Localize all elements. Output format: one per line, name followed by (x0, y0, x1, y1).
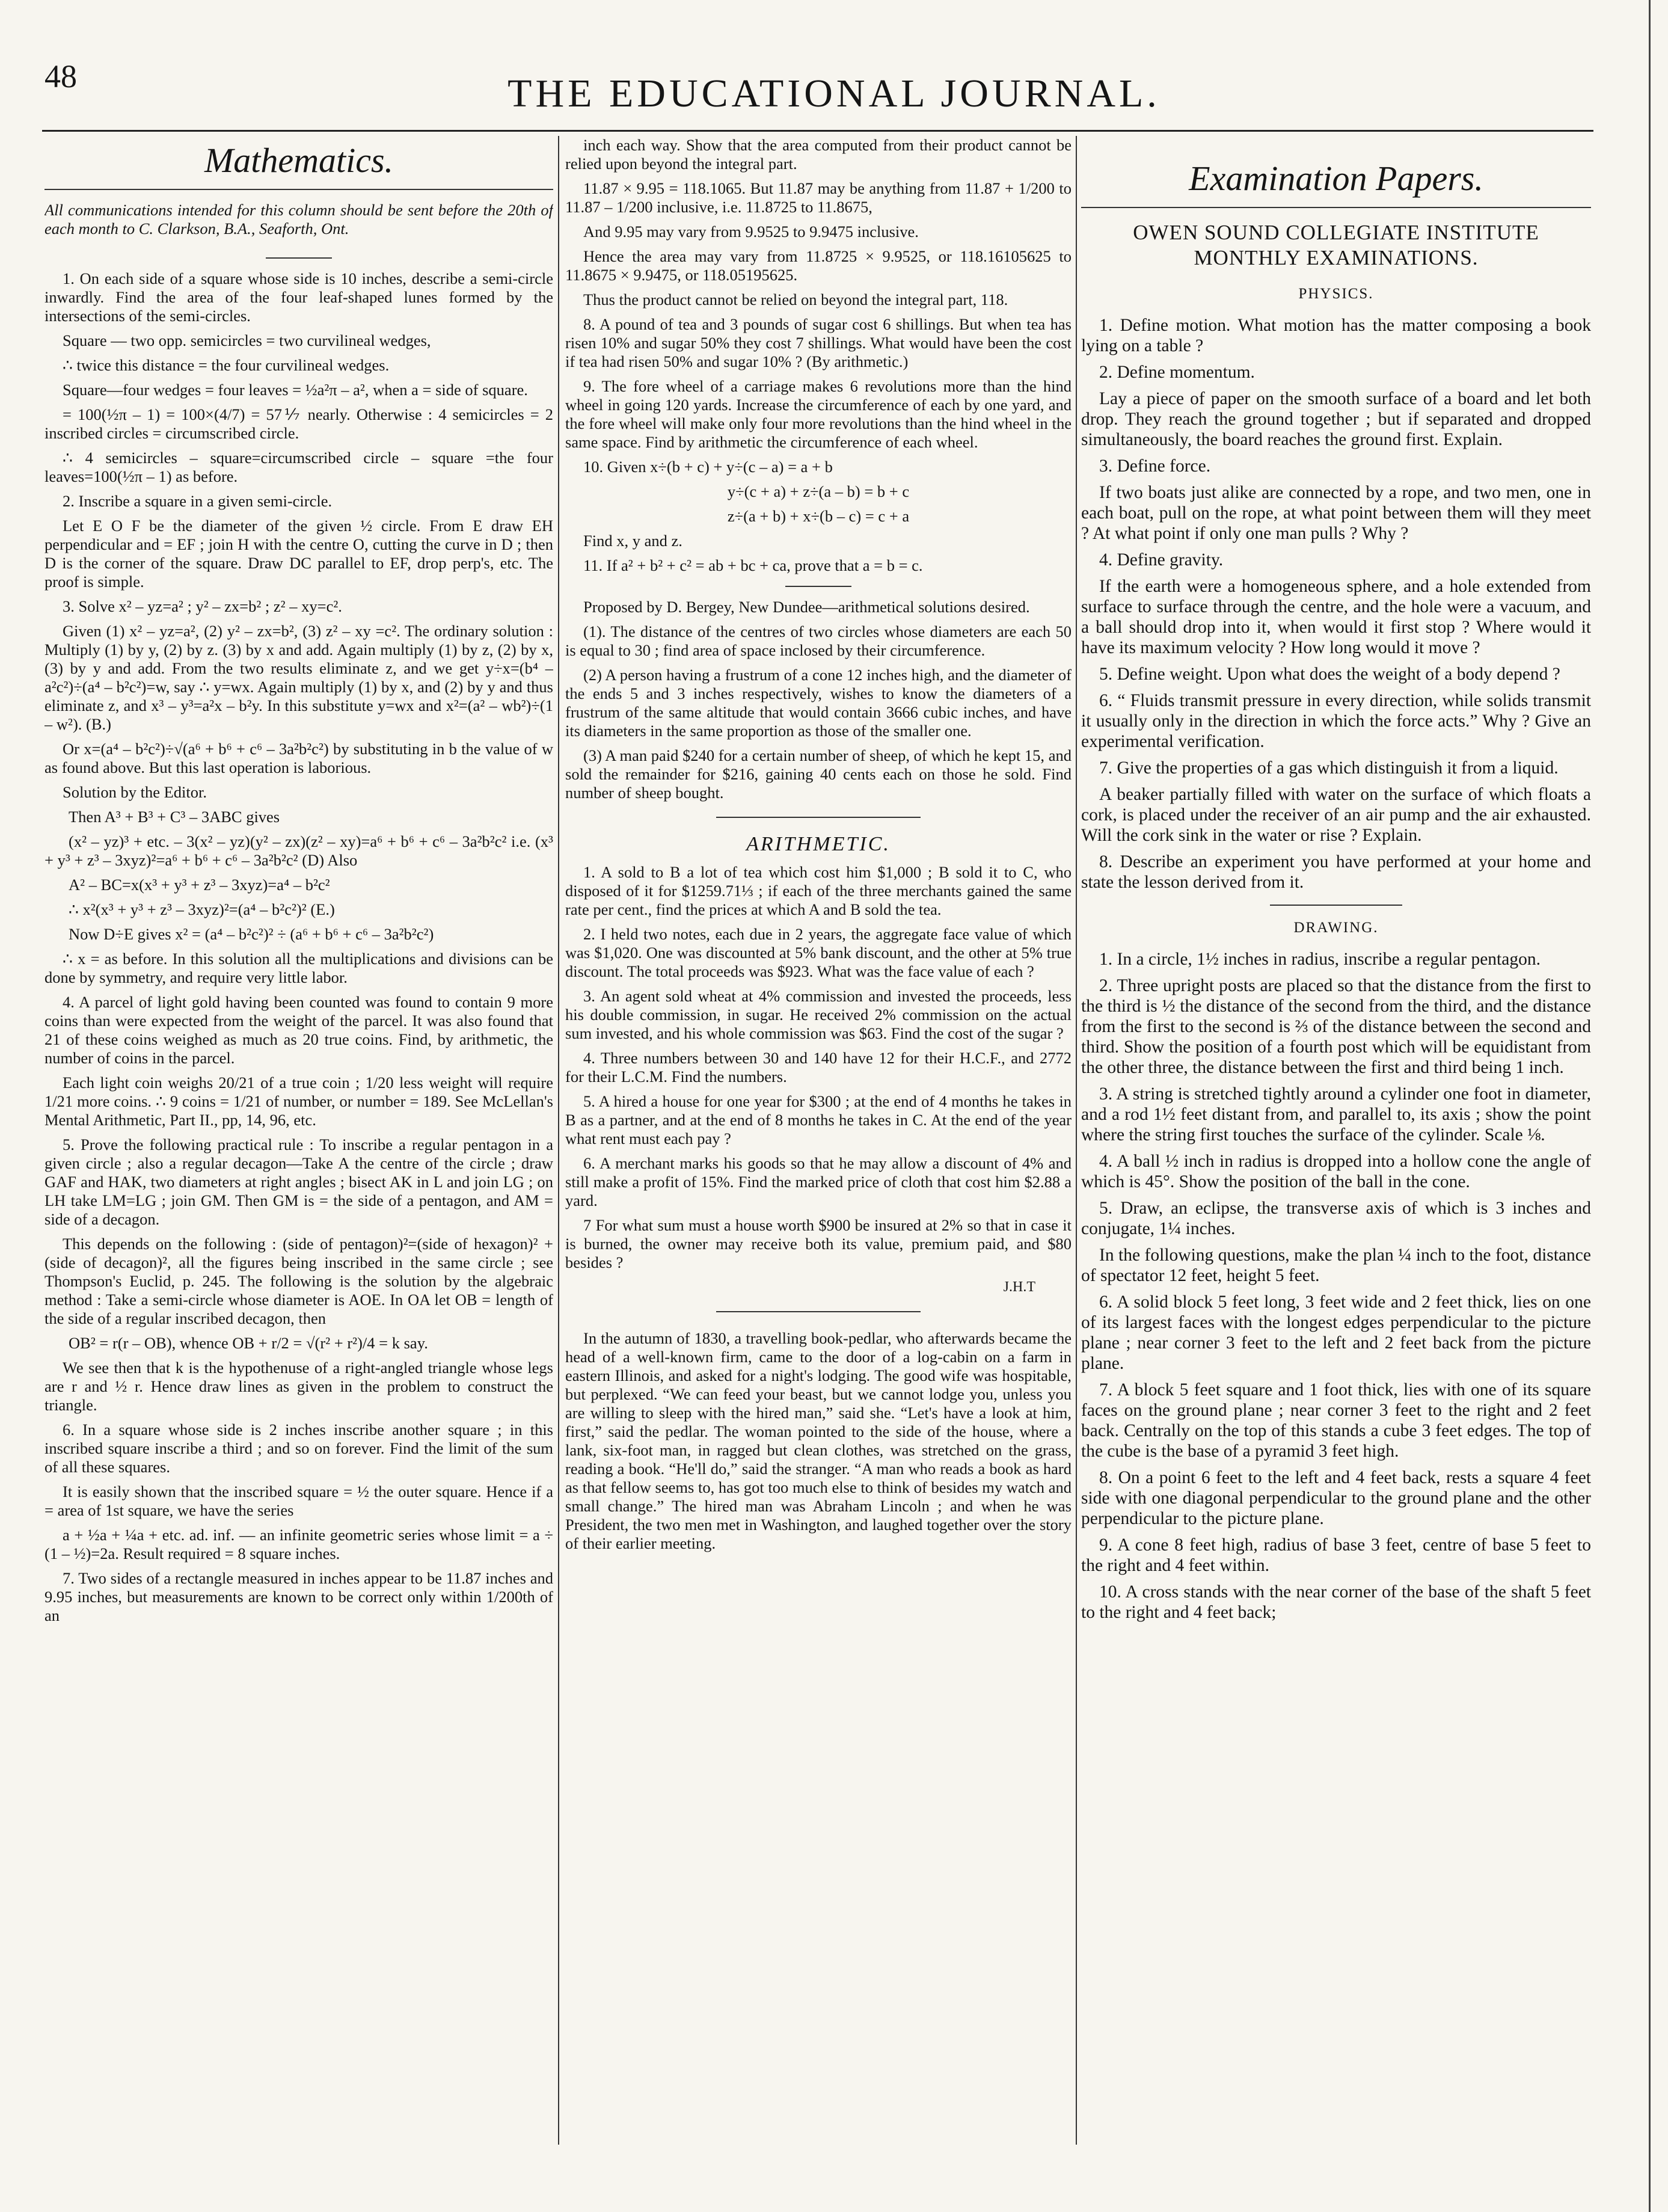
examination-column (1081, 136, 1591, 2181)
math-paragraph: 1. On each side of a square whose side is 10 inches, describe a semi-circle inwardly. Find the area of the four leaf-shaped lunes formed by the intersections of the semi-circles. (44, 269, 553, 325)
arithmetic-question: 1. A sold to B a lot of tea which cost him $1,000 ; B sold it to C, who disposed of it for $1259.71⅓ ; if each of the three merchants gained the same rate per cent., find the prices at which A and B sold the tea. (565, 863, 1072, 918)
arithmetic-question: 3. An agent sold wheat at 4% commission and invested the proceeds, less his double commission, in sugar. He received 2% commission on the actual sum invested, and his whole commission was $63. Find the cost of the sugar ? (565, 987, 1072, 1042)
separator (785, 586, 851, 587)
math-paragraph: inch each way. Show that the area computed from their product cannot be relied upon beyond the integral part. (565, 136, 1072, 173)
math-paragraph: We see then that k is the hypothenuse of a right-angled triangle whose legs are r and ½ r. Hence draw lines as given in the problem to construct the triangle. (44, 1359, 553, 1414)
separator (716, 817, 921, 818)
math-equation: (x² – yz)³ + etc. – 3(x² – yz)(y² – zx)(z² – xy)=a⁶ + b⁶ + c⁶ – 3a²b²c² i.e. (x³ + y³ + z³ – 3xyz)²=a⁶ + b⁶ + c⁶ – 3a²b²c² (D) Also (44, 832, 553, 869)
math-paragraph: 9. The fore wheel of a carriage makes 6 revolutions more than the hind wheel in going 120 yards. Increase the circumference of each by one yard, and the fore wheel will make only four more revolutions than the hind wheel in the same space. Find by arithmetic the circumference of each wheel. (565, 377, 1072, 451)
header-rule (42, 130, 1593, 132)
column-divider-1 (558, 136, 559, 2145)
math-paragraph: Square — two opp. semicircles = two curvilineal wedges, (63, 331, 431, 349)
exam-question: 2. Define momentum. (1099, 363, 1255, 382)
separator (716, 1311, 921, 1312)
exam-question: Lay a piece of paper on the smooth surface of a board and let both drop. They reach the ground together ; but if separated and dropped simultaneously, the board reaches the ground first. Explain. (1081, 389, 1591, 449)
heading-rule (44, 189, 553, 190)
math-paragraph: a + ½a + ¼a + etc. ad. inf. — an infinite geometric series whose limit = a ÷ (1 – ½)=2a. Result required = 8 square inches. (44, 1526, 553, 1562)
exam-question: If two boats just alike are connected by a rope, and two men, one in each boat, pull on the rope, at what point between them will they meet ? At what point if only one man pulls ? Why ? (1081, 483, 1591, 543)
math-paragraph: 11.87 × 9.95 = 118.1065. But 11.87 may be anything from 11.87 + 1/200 to 11.87 – 1/200 inclusive, i.e. 11.8725 to 11.8675, (565, 179, 1072, 216)
math-paragraph: Given (1) x² – yz=a², (2) y² – zx=b², (3) z² – xy =c². The ordinary solution : Multiply (1) by y, (2) by z. (3) by x and add. Again multiply (1) by z, (2) by x, (3) by y and add. From the two results eliminate z, and we get y÷x=(b⁴ – a²c²)÷(a⁴ – b²c²)=w, say ∴ y=wx. Again multiply (1) by x, and (2) by y and thus eliminate z, and x³ – y³=a²x – b²y. In this substitute y=wx and x²=(a² – wb²)÷(1 – w²). (B.) (44, 622, 553, 733)
math-paragraph: This depends on the following : (side of pentagon)²=(side of hexagon)² + (side of decagon)², all the figures being inscribed in the same circle ; see Thompson's Euclid, p. 245. The following is the solution by the algebraic method : Take a semi-circle whose diameter is AOE. In OA let OB = length of the side of a regular inscribed decagon, then (44, 1235, 553, 1327)
institute-heading: OWEN SOUND COLLEGIATE INSTITUTE MONTHLY EXAMINATIONS. (1133, 221, 1539, 269)
math-paragraph: Or x=(a⁴ – b²c²)÷√(a⁶ + b⁶ + c⁶ – 3a²b²c²) by substituting in b the value of w as found above. But this last operation is laborious. (44, 740, 553, 776)
math-paragraph: 3. Solve x² – yz=a² ; y² – zx=b² ; z² – xy=c². (63, 597, 342, 615)
math-paragraph: Hence the area may vary from 11.8725 × 9.9525, or 118.16105625 to 11.8675 × 9.9475, or 118.05195625. (565, 247, 1072, 284)
math-paragraph: Each light coin weighs 20/21 of a true coin ; 1/20 less weight will require 1/21 more coins. ∴ 9 coins = 1/21 of number, or number = 189. See McLellan's Mental Arithmetic, Part II., pp, 14, 96, etc. (44, 1074, 553, 1129)
math-paragraph: 5. Prove the following practical rule : To inscribe a regular pentagon in a given circle ; also a regular decagon—Take A the centre of the circle ; draw GAF and HAK, two diameters at right angles ; bisect AK in L and join LG ; on LH take LM=LG ; join GM. Then GM is = the side of a pentagon, and AM = side of a decagon. (44, 1135, 553, 1228)
exam-question: 5. Draw, an eclipse, the transverse axis of which is 3 inches and conjugate, 1¼ inches. (1081, 1199, 1591, 1238)
math-paragraph: = 100(½π – 1) = 100×(4/7) = 57⅐ nearly. Otherwise : 4 semicircles = 2 inscribed circles = circumscribed circle. (44, 405, 553, 442)
arithmetic-question: 2. I held two notes, each due in 2 years, the aggregate face value of which was $1,020. One was discounted at 5% bank discount, and the other at 5% true discount. The total proceeds was $923. What was the face value of each ? (565, 925, 1072, 980)
journal-title: THE EDUCATIONAL JOURNAL. (507, 72, 1161, 115)
exam-question: 6. “ Fluids transmit pressure in every direction, while solids transmit it usually only in the direction in which the force acts.” Why ? Give an experimental verification. (1081, 691, 1591, 751)
exam-question: 4. Define gravity. (1099, 550, 1224, 570)
math-paragraph: 8. A pound of tea and 3 pounds of sugar cost 6 shillings. But when tea has risen 10% and sugar 50% they cost 7 shillings. What would have been the cost if tea had risen 50% and sugar 10% ? (By arithmetic.) (565, 315, 1072, 370)
math-paragraph: Square—four wedges = four leaves = ½a²π – a², when a = side of square. (63, 381, 528, 399)
column-divider-2 (1076, 136, 1077, 2145)
math-equation: OB² = r(r – OB), whence OB + r/2 = √(r² + r²)/4 = k say. (69, 1334, 428, 1352)
math-paragraph: 6. In a square whose side is 2 inches inscribe another square ; in this inscribed square inscribe a third ; and so on forever. Find the limit of the sum of all these squares. (44, 1421, 553, 1476)
math-paragraph: (2) A person having a frustrum of a cone 12 inches high, and the diameter of the ends 5 and 3 inches respectively, wishes to know the diameters of a frustrum of the same altitude that would contain 3666 cubic inches, and have its diameters in the same proportion as those of the smaller one. (565, 666, 1072, 740)
math-paragraph: (3) A man paid $240 for a certain number of sheep, of which he kept 15, and sold the remainder for $216, gaining 40 cents each on those he sold. Find number of sheep bought. (565, 746, 1072, 802)
math-paragraph: 4. A parcel of light gold having been counted was found to contain 9 more coins than were expected from the weight of the parcel. It was also found that 21 of these coins weighed as much as 20 true coins. Find, by arithmetic, the number of coins in the parcel. (44, 993, 553, 1067)
exam-question: 2. Three upright posts are placed so that the distance from the first to the third is ½ the distance of the second from the third, and the distance from the first to the second is ⅔ of the distance between the second and third. Show the position of a fourth post which will be equidistant from the other three, the distance between the first and third being 1 inch. (1081, 976, 1591, 1077)
mathematics-heading: Mathematics. (204, 141, 394, 180)
exam-question: In the following questions, make the plan ¼ inch to the foot, distance of spectator 12 feet, height 5 feet. (1081, 1246, 1591, 1285)
page-edge (1649, 0, 1651, 2212)
drawing-heading: DRAWING. (1293, 920, 1379, 936)
math-equation: ∴ x²(x³ + y³ + z³ – 3xyz)²=(a⁴ – b²c²)² (E.) (69, 900, 335, 918)
arithmetic-question: 7 For what sum must a house worth $900 be insured at 2% so that in case it is burned, the owner may receive both its value, premium paid, and $80 besides ? (565, 1216, 1072, 1271)
examination-heading: Examination Papers. (1189, 159, 1483, 198)
physics-heading: PHYSICS. (1298, 286, 1374, 302)
math-equation: Then A³ + B³ + C³ – 3ABC gives (69, 808, 280, 826)
arithmetic-question: 5. A hired a house for one year for $300 ; at the end of 4 months he takes in B as a partner, and at the end of 8 months he takes in C. At the end of the year what rent must each pay ? (565, 1092, 1072, 1147)
editor-notice: All communications intended for this column should be sent before the 20th of each month to C. Clarkson, B.A., Seaforth, Ont. (44, 201, 553, 238)
math-paragraph: ∴ twice this distance = the four curvilineal wedges. (63, 356, 390, 374)
exam-question: 1. In a circle, 1½ inches in radius, inscribe a regular pentagon. (1099, 950, 1541, 969)
math-equation: Now D÷E gives x² = (a⁴ – b²c²)² ÷ (a⁶ + b⁶ + c⁶ – 3a²b²c²) (69, 925, 434, 943)
exam-question: 10. A cross stands with the near corner of the base of the shaft 5 feet to the right and 4 feet back; (1081, 1582, 1591, 1622)
math-paragraph: Proposed by D. Bergey, New Dundee—arithmetical solutions desired. (583, 598, 1030, 616)
exam-question: 8. Describe an experiment you have performed at your home and state the lesson derived from it. (1081, 852, 1591, 892)
exam-question: 6. A solid block 5 feet long, 3 feet wide and 2 feet thick, lies on one of its largest faces with the longest edges perpendicular to the picture plane ; near corner 3 feet to the left and 2 feet back from the picture plane. (1081, 1292, 1591, 1373)
exam-question: 9. A cone 8 feet high, radius of base 3 feet, centre of base 5 feet to the right and 4 feet within. (1081, 1535, 1591, 1575)
exam-question: 7. A block 5 feet square and 1 foot thick, lies with one of its square faces on the ground plane ; near corner 3 feet to the right and 2 feet back. Centrally on the top of this stands a cube 3 feet edges. The top of the cube is the base of a pyramid 3 feet high. (1081, 1380, 1591, 1461)
heading-rule (1081, 207, 1591, 208)
math-paragraph: 7. Two sides of a rectangle measured in inches appear to be 11.87 inches and 9.95 inches, but measurements are known to be correct only within 1/200th of an (44, 1569, 553, 1624)
exam-question: 3. Define force. (1099, 456, 1211, 476)
arithmetic-heading: ARITHMETIC. (746, 833, 891, 855)
math-paragraph: And 9.95 may vary from 9.9525 to 9.9475 inclusive. (583, 223, 919, 241)
math-paragraph: Solution by the Editor. (63, 783, 207, 801)
math-paragraph: (1). The distance of the centres of two circles whose diameters are each 50 is equal to 30 ; find area of space inclosed by their circumference. (565, 622, 1072, 659)
exam-question: 7. Give the properties of a gas which distinguish it from a liquid. (1099, 758, 1559, 778)
exam-question: 1. Define motion. What motion has the matter composing a book lying on a table ? (1081, 316, 1591, 355)
exam-question: 4. A ball ½ inch in radius is dropped into a hollow cone the angle of which is 45°. Show the position of the ball in the cone. (1081, 1152, 1591, 1191)
exam-question: 5. Define weight. Upon what does the weight of a body depend ? (1099, 665, 1560, 684)
math-paragraph: ∴ 4 semicircles – square=circumscribed circle – square =the four leaves=100(½π – 1) as before. (44, 449, 553, 485)
math-equation: y÷(c + a) + z÷(a – b) = b + c (727, 482, 910, 500)
math-paragraph: ∴ x = as before. In this solution all the multiplications and divisions can be done by symmetry, and require very little labor. (44, 950, 553, 986)
separator (1270, 905, 1402, 906)
exam-question: A beaker partially filled with water on the surface of which floats a cork, is placed under the receiver of an air pump and the air exhausted. Will the cork sink in the water or rise ? Explain. (1081, 785, 1591, 845)
math-equation: z÷(a + b) + x÷(b – c) = c + a (727, 507, 910, 525)
lincoln-story: In the autumn of 1830, a travelling book-pedlar, who afterwards became the head of a well-known firm, came to the door of a log-cabin on a farm in eastern Illinois, and asked for a night's lodging. The good wife was hospitable, but perplexed. “We can feed your beast, but we cannot lodge you, unless you are willing to sleep with the hired man,” said she. “Let's have a look at him, first,” said the pedlar. The woman pointed to the side of the house, where a lank, six-foot man, in ragged but clean clothes, was stretched on the grass, reading a book. “He'll do,” said the stranger. “A man who reads a book as hard as that fellow seems to, has got too much else to think of besides my watch and small change.” The hired man was Abraham Lincoln ; and when he was President, the two men met in Washington, and laughed together over the story of their earlier meeting. (565, 1329, 1072, 1552)
math-paragraph: 2. Inscribe a square in a given semi-circle. (63, 492, 333, 510)
exam-question: 3. A string is stretched tightly around a cylinder one foot in diameter, and a rod 1½ feet distant from, and parallel to, its axis ; show the point where the string first touches the surface of the cylinder. Scale ⅛. (1081, 1084, 1591, 1144)
author-signature: J.H.T (1003, 1279, 1035, 1295)
arithmetic-question: 6. A merchant marks his goods so that he may allow a discount of 4% and still make a profit of 15%. Find the marked price of cloth that cost him $2.88 a yard. (565, 1154, 1072, 1209)
math-paragraph: It is easily shown that the inscribed square = ½ the outer square. Hence if a = area of 1st square, we have the series (44, 1482, 553, 1519)
math-paragraph: Thus the product cannot be relied on beyond the integral part, 118. (583, 290, 1008, 309)
math-equation: 10. Given x÷(b + c) + y÷(c – a) = a + b (583, 458, 833, 476)
middle-column (565, 136, 1072, 2181)
separator (266, 257, 332, 259)
math-paragraph: Let E O F be the diameter of the given ½ circle. From E draw EH perpendicular and = EF ; join H with the centre O, cutting the curve in D ; then D is the corner of the square. Draw DC parallel to EF, drop perp's, etc. The proof is simple. (44, 517, 553, 591)
arithmetic-question: 4. Three numbers between 30 and 140 have 12 for their H.C.F., and 2772 for their L.C.M. Find the numbers. (565, 1049, 1072, 1086)
page-number: 48 (44, 58, 77, 94)
math-paragraph: Find x, y and z. (583, 532, 682, 550)
mathematics-column (44, 136, 553, 2181)
math-paragraph: 11. If a² + b² + c² = ab + bc + ca, prove that a = b = c. (583, 556, 923, 574)
exam-question: 8. On a point 6 feet to the left and 4 feet back, rests a square 4 feet side with one diagonal perpendicular to the ground plane and the other perpendicular to the picture plane. (1081, 1468, 1591, 1528)
math-equation: A² – BC=x(x³ + y³ + z³ – 3xyz)=a⁴ – b²c² (69, 876, 330, 894)
exam-question: If the earth were a homogeneous sphere, and a hole extended from surface to surface through the centre, and the hole were a vacuum, and a ball should drop into it, when would it first stop ? Where would it have its maximum velocity ? How long would it move ? (1081, 577, 1591, 657)
